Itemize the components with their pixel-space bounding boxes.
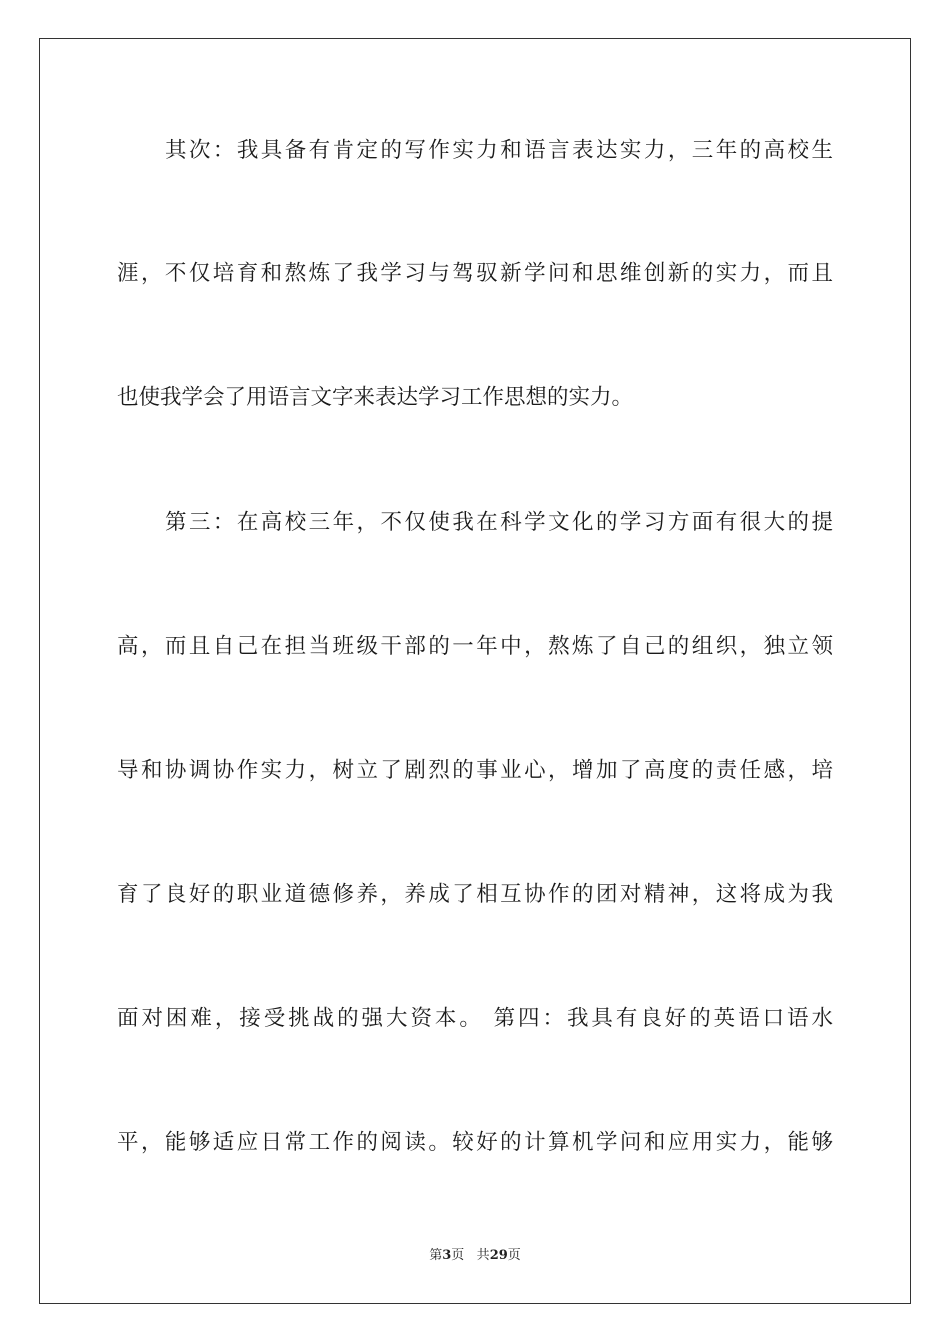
current-page-number: 3	[442, 1248, 452, 1263]
body-line-5: 高，而且自己在担当班级干部的一年中，熬炼了自己的组织，独立领	[117, 634, 833, 659]
footer-total-suffix: 页	[507, 1248, 521, 1263]
body-line-4: 第三：在高校三年，不仅使我在科学文化的学习方面有很大的提	[165, 510, 833, 535]
body-line-1: 其次：我具备有肯定的写作实力和语言表达实力，三年的高校生	[165, 138, 833, 163]
footer-total-prefix: 共	[476, 1248, 490, 1263]
body-line-3: 也使我学会了用语言文字来表达学习工作思想的实力。	[117, 385, 634, 410]
body-line-9: 平，能够适应日常工作的阅读。较好的计算机学问和应用实力，能够	[117, 1130, 833, 1155]
page-border	[39, 38, 911, 1304]
page-footer	[0, 1247, 950, 1265]
body-line-8: 面对困难，接受挑战的强大资本。 第四：我具有良好的英语口语水	[117, 1006, 833, 1031]
body-line-2: 涯，不仅培育和熬炼了我学习与驾驭新学问和思维创新的实力，而且	[117, 261, 833, 286]
body-line-6: 导和协调协作实力，树立了剧烈的事业心，增加了高度的责任感，培	[117, 758, 833, 783]
body-line-7: 育了良好的职业道德修养，养成了相互协作的团对精神，这将成为我	[117, 882, 833, 907]
footer-page-suffix: 页	[451, 1248, 465, 1263]
footer-prefix: 第	[429, 1248, 443, 1263]
total-pages-number: 29	[489, 1248, 508, 1263]
